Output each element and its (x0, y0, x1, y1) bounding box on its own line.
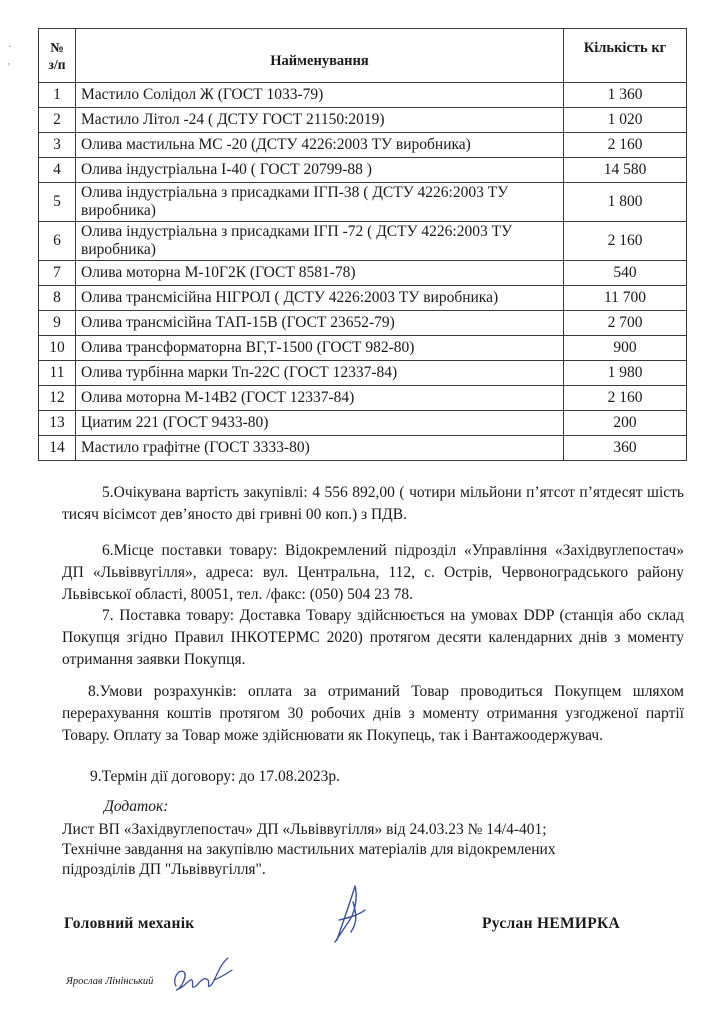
prepared-by: Ярослав Лінінський (66, 976, 154, 987)
row-quantity: 1 800 (564, 183, 687, 222)
table-body (39, 83, 687, 461)
row-name: Циатим 221 (ГОСТ 9433-80) (76, 411, 564, 436)
table-row (39, 436, 687, 461)
row-quantity: 2 160 (564, 133, 687, 158)
section-6-delivery-place (62, 540, 684, 606)
row-number: 7 (39, 261, 76, 286)
row-quantity: 900 (564, 336, 687, 361)
table-row (39, 361, 687, 386)
signature-prepared (168, 950, 238, 1000)
row-number: 8 (39, 286, 76, 311)
row-quantity: 360 (564, 436, 687, 461)
attachment-line-1: Лист ВП «Західвуглепостач» ДП «Львіввугілля» від 24.03.23 № 14/4-401; (62, 821, 547, 838)
section-5-cost (62, 482, 684, 526)
table-row (39, 411, 687, 436)
table-row (39, 311, 687, 336)
table-row (39, 108, 687, 133)
row-quantity: 2 160 (564, 386, 687, 411)
table-row (39, 183, 687, 222)
row-name: Олива трансформаторна ВГ,Т-1500 (ГОСТ 982-80) (76, 336, 564, 361)
items-table (38, 28, 687, 461)
row-number: 11 (39, 361, 76, 386)
row-number: 14 (39, 436, 76, 461)
table-row (39, 261, 687, 286)
row-number: 10 (39, 336, 76, 361)
section-5-text: 5.Очікувана вартість закупівлі: 4 556 892,00 ( чотири мільйони п’ятсот п’ятдесят шість тисяч вісімсот дев’яносто дві гривні 00 коп.) з ПДВ. (62, 484, 684, 523)
row-quantity: 2 700 (564, 311, 687, 336)
row-name: Мастило графітне (ГОСТ 3333-80) (76, 436, 564, 461)
section-9-term (62, 766, 684, 788)
row-number: 6 (39, 222, 76, 261)
table-row (39, 222, 687, 261)
row-quantity: 11 700 (564, 286, 687, 311)
section-8-text: 8.Умови розрахунків: оплата за отриманий Товар проводиться Покупцем шляхом перерахування коштів протягом 30 робочих днів з моменту отримання узгодженої партії Товару. Оплату за Товар може здійснювати як Покупець, так і Вантажоодержувач. (62, 683, 684, 744)
row-number: 9 (39, 311, 76, 336)
row-name: Олива трансмісійна ТАП-15В (ГОСТ 23652-79) (76, 311, 564, 336)
header-quantity: Кількість кг (564, 29, 687, 83)
row-number: 3 (39, 133, 76, 158)
row-quantity: 1 980 (564, 361, 687, 386)
row-number: 1 (39, 83, 76, 108)
section-9-text: 9.Термін дії договору: до 17.08.2023р. (90, 768, 341, 785)
row-number: 5 (39, 183, 76, 222)
section-7-delivery (62, 605, 684, 671)
signature-main (325, 880, 385, 950)
row-quantity: 2 160 (564, 222, 687, 261)
section-8-payment (62, 681, 684, 747)
margin-mark: ' (8, 62, 10, 73)
row-name: Олива індустріальна з присадками ІГП -72 ( ДСТУ 4226:2003 ТУ виробника) (76, 222, 564, 261)
attachment-line-3: підрозділів ДП "Львіввугілля". (62, 861, 266, 878)
header-name: Найменування (76, 29, 564, 83)
row-name: Мастило Солідол Ж (ГОСТ 1033-79) (76, 83, 564, 108)
row-name: Олива трансмісійна НІГРОЛ ( ДСТУ 4226:2003 ТУ виробника) (76, 286, 564, 311)
table-row (39, 83, 687, 108)
row-name: Олива індустріальна з присадками ІГП-38 ( ДСТУ 4226:2003 ТУ виробника) (76, 183, 564, 222)
row-number: 2 (39, 108, 76, 133)
attachment-title: Додаток: (104, 798, 169, 815)
row-name: Олива мастильна МС -20 (ДСТУ 4226:2003 ТУ виробника) (76, 133, 564, 158)
row-name: Олива моторна М-14В2 (ГОСТ 12337-84) (76, 386, 564, 411)
row-number: 13 (39, 411, 76, 436)
row-quantity: 540 (564, 261, 687, 286)
row-quantity: 14 580 (564, 158, 687, 183)
row-name: Олива індустріальна І-40 ( ГОСТ 20799-88 ) (76, 158, 564, 183)
table-header-row (39, 29, 687, 83)
row-name: Олива турбінна марки Тп-22С (ГОСТ 12337-84) (76, 361, 564, 386)
table-row (39, 133, 687, 158)
table-row (39, 286, 687, 311)
section-7-text: 7. Поставка товару: Доставка Товару здійснюється на умовах DDP (станція або склад Покупця згідно Правил ІНКОТЕРМС 2020) протягом десяти календарних днів з моменту отримання заявки Покупця. (62, 607, 684, 668)
table-row (39, 158, 687, 183)
row-number: 12 (39, 386, 76, 411)
row-name: Мастило Літол -24 ( ДСТУ ГОСТ 21150:2019) (76, 108, 564, 133)
section-6-text: 6.Місце поставки товару: Відокремлений підрозділ «Управління «Західвуглепостач» ДП «Львіввугілля», адреса: вул. Центральна, 112, с. Острів, Червоноградського району Львівської області, 80051, тел. /факс: (050) 504 23 78. (62, 542, 684, 603)
header-number: № з/п (39, 29, 76, 83)
row-name: Олива моторна М-10Г2К (ГОСТ 8581-78) (76, 261, 564, 286)
row-quantity: 1 020 (564, 108, 687, 133)
margin-mark: · (8, 42, 12, 53)
row-quantity: 200 (564, 411, 687, 436)
signatory-position: Головний механік (64, 915, 195, 932)
signatory-name: Руслан НЕМИРКА (482, 915, 621, 932)
row-quantity: 1 360 (564, 83, 687, 108)
attachment-line-2: Технічне завдання на закупівлю мастильних матеріалів для відокремлених (62, 841, 556, 858)
table-row (39, 386, 687, 411)
row-number: 4 (39, 158, 76, 183)
table-row (39, 336, 687, 361)
